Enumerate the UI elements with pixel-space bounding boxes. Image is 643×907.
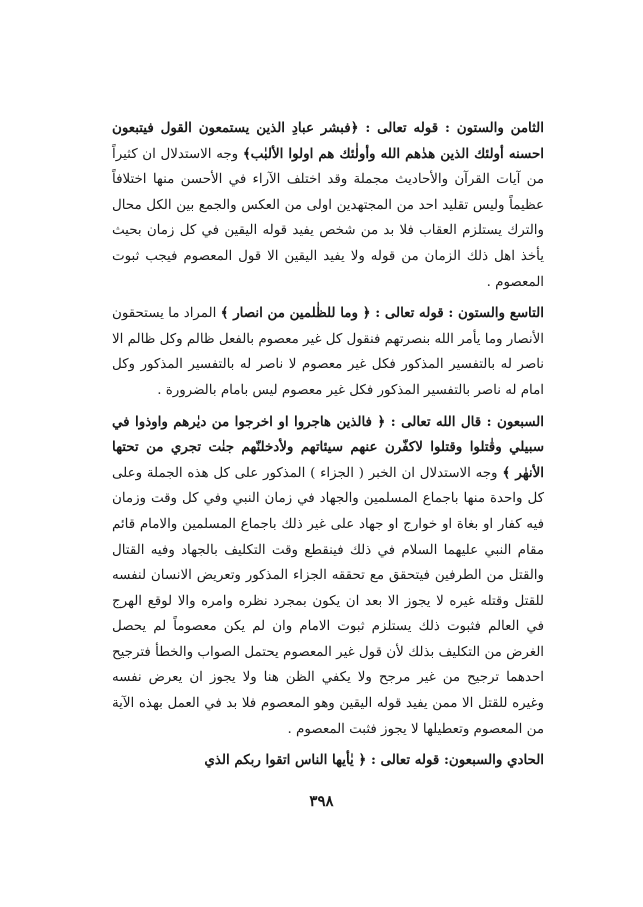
paragraph-body: وجه الاستدلال ان الخبر ( الجزاء ) المذكور على كل هذه الجملة وعلى كل واحدة منها باجماع المسلمين والجهاد في زمان النبي وفي كل وقت وزمان فيه كفار او بغاة او خوارج او جهاد على غير ذلك باجماع المسلمين والامام قائم مقام النبي عليهما السلام في ذلك فينقطع وقت التكليف بالجهاد وفيه القتال والقتل من الطرفين فيتحقق مع تحققه الجزاء المذكور وتعريض الانسان لنفسه للقتل وقتله غيره لا يجوز الا بعد ان يكون بمجرد نظره وامره والا لوقع الهرج في العالم فثبوت ذلك يستلزم ثبوت الامام وان لم يكن معصوماً لم يحصل الغرض من التكليف بذلك لأن قول غير المعصوم يحتمل الصواب والخطأ فترجيح احدهما ترجيح من غير مرجح ولا يكفي الظن هنا ولا يجوز ان يعرض نفسه وغيره للقتل الا ممن يفيد قوله اليقين وهو المعصوم فلا بد في العمل بهذه الآية من المعصوم وتعطيلها لا يجوز فثبت المعصوم .	[112, 465, 544, 737]
paragraph-68	[112, 116, 544, 295]
quran-verse: ﴿ فالذين هاجروا او اخرجوا من ديٰرهم واوذوا في سبيلي وقٰتلوا وقتلوا لاكفّرن عنهم سيئاتهم ولأدخلنّهم جنٰت تجري من تحتها الأنهٰر ﴾	[112, 413, 544, 481]
paragraph-heading: التاسع والستون : قوله تعالى :	[370, 305, 544, 322]
paragraph-70	[112, 410, 544, 743]
paragraph-71	[112, 748, 544, 774]
paragraph-69	[112, 301, 544, 403]
paragraph-heading: الحادي والسبعون: قوله تعالى :	[366, 752, 544, 769]
quran-verse: ﴿ وما للظٰلمين من انصار ﴾	[220, 305, 371, 322]
paragraph-body: المراد ما يستحقون الأنصار وما يأمر الله بنصرتهم فنقول كل غير معصوم بالفعل ظالم وكل ظالم الا ناصر له بالتفسير المذكور فكل غير معصوم لا ناصر له بالتفسير المذكور وكل امام له ناصر بالتفسير المذكور فكل غير معصوم ليس بامام بالضرورة .	[112, 306, 544, 398]
paragraph-body: وجه الاستدلال ان كثيراً من آيات القرآن والأحاديث مجملة وقد اختلف الآراء في الأحسن منها اختلافاً عظيماً وليس تقليد احد من المجتهدين اولى من العكس والجمع بين الكل محال والترك يستلزم العقاب فلا بد من شخص يفيد قوله اليقين في كل زمان بحيث يأخذ اهل ذلك الزمان من قوله ولا يفيد اليقين الا قول المعصوم فيجب ثبوت المعصوم .	[112, 146, 544, 290]
page-number: ٣٩٨	[309, 792, 334, 810]
quran-verse: ﴿ يٰأيها الناس اتقوا ربكم الذي	[204, 752, 367, 769]
paragraph-heading: السبعون : قال الله تعالى :	[385, 413, 544, 430]
paragraph-heading: الثامن والستون : قوله تعالى :	[358, 120, 544, 136]
page-text	[112, 116, 544, 780]
quran-verse: ﴿فبشر عبادِ الذين يستمعون القول فيتبعون احسنه أولئك الذين هدٰهم الله وأولٰئك هم اولوا الألبٰب﴾	[112, 120, 544, 162]
